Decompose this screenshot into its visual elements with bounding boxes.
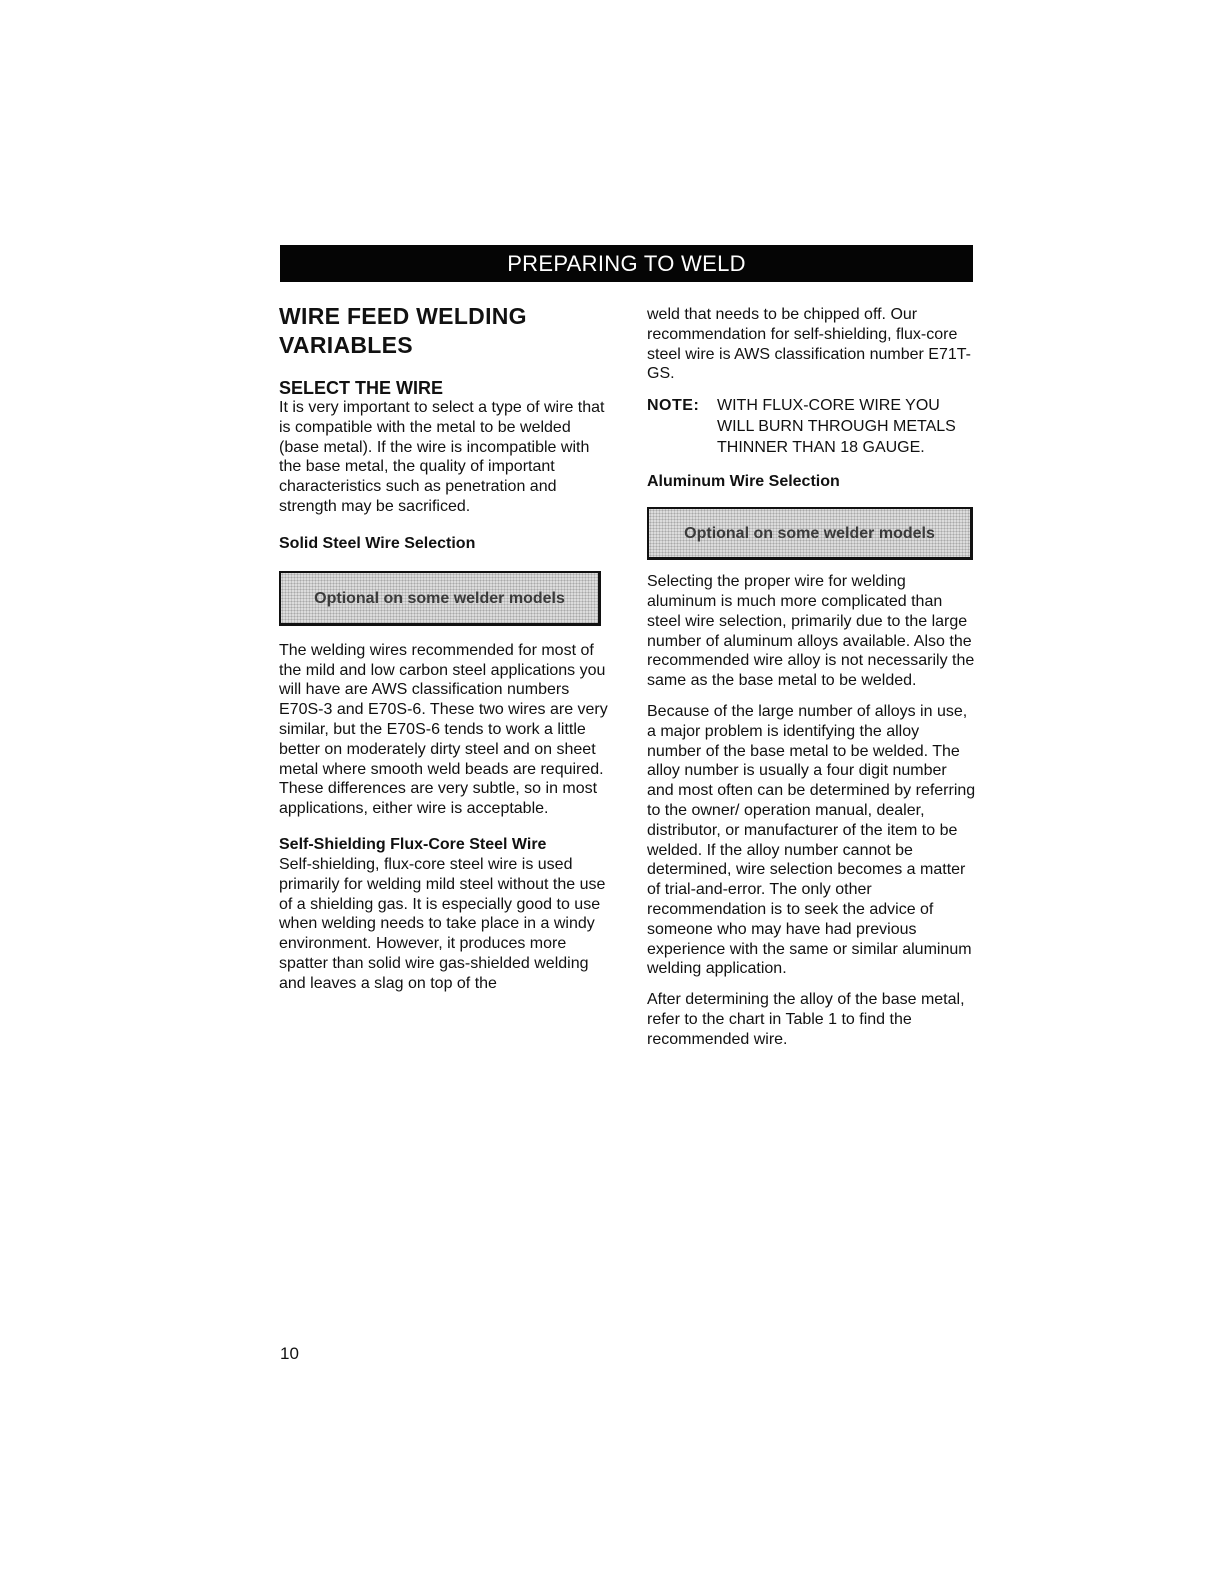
left-column [279,302,609,1005]
flux-core-text: Self-shielding, flux-core steel wire is used primarily for welding mild steel without the use of a shielding gas. It is especially good to use when welding needs to take place in a windy environment. However, it produces more spatter than solid wire gas-shielded welding and leaves a slag on top of the [279,855,606,992]
note-text: WITH FLUX-CORE WIRE YOU WILL BURN THROUGH METALS THINNER THAN 18 GAUGE. [717,397,956,457]
page-number: 10 [280,1344,299,1363]
optional-models-badge: Optional on some welder models [279,571,601,626]
note-block [647,395,977,458]
aluminum-text-2: Because of the large number of alloys in use, a major problem is identifying the alloy number of the base metal to be welded. The alloy number is usually a four digit number and most often can be determined by referring to the owner/ operation manual, dealer, distributor, or manufacturer of the item to be welded. If the alloy number cannot be determined, wire selection becomes a matter of trial-and-error. The only other recommendation is to seek the advice of someone who may have had previous experience with the same or similar aluminum welding application. [647,702,976,978]
section-header-bar: PREPARING TO WELD [280,245,973,282]
flux-core-text-continued: weld that needs to be chipped off. Our recommendation for self-shielding, flux-core steel wire is AWS classification number E71T-GS. [647,306,971,383]
note-label: NOTE: [647,397,700,415]
aluminum-text-1: Selecting the proper wire for welding aluminum is much more complicated than steel wire selection, primarily due to the large number of aluminum alloys available. Also the recommended wire alloy is not necessarily the same as the base metal to be welded. [647,573,975,690]
right-column [647,305,977,1061]
aluminum-heading: Aluminum Wire Selection [647,473,840,491]
optional-models-badge-aluminum: Optional on some welder models [647,507,973,560]
page-title: WIRE FEED WELDING VARIABLES [279,303,527,358]
flux-core-heading: Self-Shielding Flux-Core Steel Wire [279,835,547,853]
select-wire-heading: SELECT THE WIRE [279,378,444,398]
solid-steel-heading: Solid Steel Wire Selection [279,534,476,552]
select-wire-text: It is very important to select a type of wire that is compatible with the metal to be welded (base metal). If the wire is incompatible with the base metal, the quality of important characteristics such as penetration and strength may be sacrificed. [279,399,605,515]
aluminum-text-3: After determining the alloy of the base metal, refer to the chart in Table 1 to find the recommended wire. [647,991,965,1048]
solid-steel-text: The welding wires recommended for most of the mild and low carbon steel applications you will have are AWS classification numbers E70S-3 and E70S-6. These two wires are very similar, but the E70S-6 tends to work a little better on moderately dirty steel and on sheet metal where smooth weld beads are required. These differences are very subtle, so in most applications, either wire is acceptable. [279,641,608,818]
